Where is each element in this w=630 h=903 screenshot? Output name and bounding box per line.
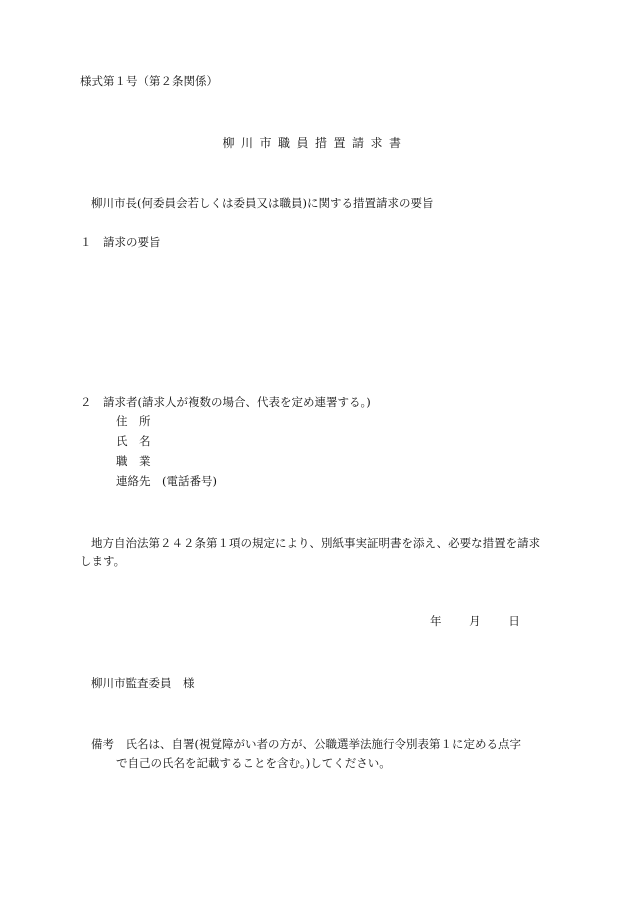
section-1-heading: １ 請求の要旨 [80, 235, 161, 249]
document-title: 柳川市職員措置請求書 [222, 136, 408, 150]
date-month-label: 月 [469, 614, 481, 628]
date-day-label: 日 [508, 614, 520, 628]
addressee-line: 柳川市長(何委員会若しくは委員又は職員)に関する措置請求の要旨 [91, 196, 434, 210]
note-line-1: 備考 氏名は、自署(視覚障がい者の方が、公職選挙法施行令別表第１に定める点字 [91, 737, 521, 751]
note-line-2: で自己の氏名を記載することを含む。)してください。 [116, 756, 391, 770]
form-number: 様式第１号（第２条関係） [80, 74, 218, 88]
request-statement-line-2: します。 [80, 554, 126, 568]
date-year-label: 年 [430, 614, 442, 628]
field-name-label: 氏 名 [116, 434, 151, 448]
field-contact-label: 連絡先 (電話番号) [116, 474, 217, 488]
request-statement-line-1: 地方自治法第２４２条第１項の規定により、別紙事実証明書を添え、必要な措置を請求 [91, 536, 541, 550]
date-line [430, 616, 520, 628]
field-occupation-label: 職 業 [116, 454, 151, 468]
recipient-line: 柳川市監査委員 様 [91, 676, 195, 690]
field-address-label: 住 所 [116, 414, 151, 428]
section-2-heading: ２ 請求者(請求人が複数の場合、代表を定め連署する。) [80, 395, 371, 409]
